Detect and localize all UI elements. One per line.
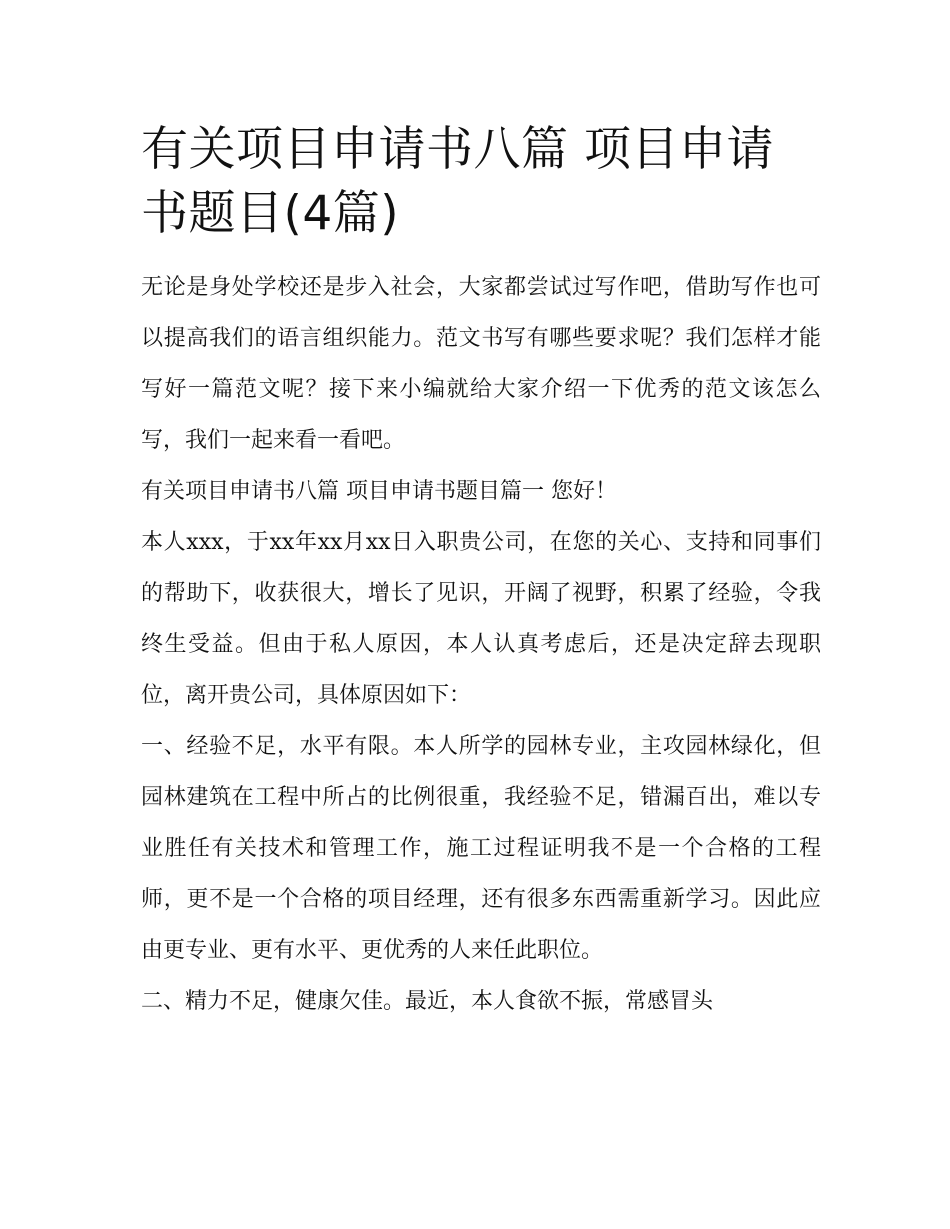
document-title: 有关项目申请书八篇 项目申请书题目(4篇) xyxy=(141,122,774,241)
paragraph-reason-2: 二、精力不足，健康欠佳。最近，本人食欲不振，常感冒头 xyxy=(141,989,714,1014)
paragraph-section-heading: 有关项目申请书八篇 项目申请书题目篇一 您好！ xyxy=(141,479,617,504)
paragraph-body-1: 本人xxx，于xx年xx月xx日入职贵公司，在您的关心、支持和同事们的帮助下，收获很大，增长了见识，开阔了视野，积累了经验，令我终生受益。但由于私人原因，本人认真考虑后，还是决定辞去现职位，离开贵公司，具体原因如下： xyxy=(141,530,821,708)
paragraph-reason-1: 一、经验不足，水平有限。本人所学的园林专业，主攻园林绿化，但园林建筑在工程中所占的比例很重，我经验不足，错漏百出，难以专业胜任有关技术和管理工作，施工过程证明我不是一个合格的工程师，更不是一个合格的项目经理，还有很多东西需重新学习。因此应由更专业、更有水平、更优秀的人来任此职位。 xyxy=(141,734,821,963)
paragraph-intro: 无论是身处学校还是步入社会，大家都尝试过写作吧，借助写作也可以提高我们的语言组织能力。范文书写有哪些要求呢？我们怎样才能写好一篇范文呢？接下来小编就给大家介绍一下优秀的范文该怎么写，我们一起来看一看吧。 xyxy=(141,275,821,453)
document-body xyxy=(141,118,821,1027)
paragraph-list xyxy=(141,262,821,1027)
